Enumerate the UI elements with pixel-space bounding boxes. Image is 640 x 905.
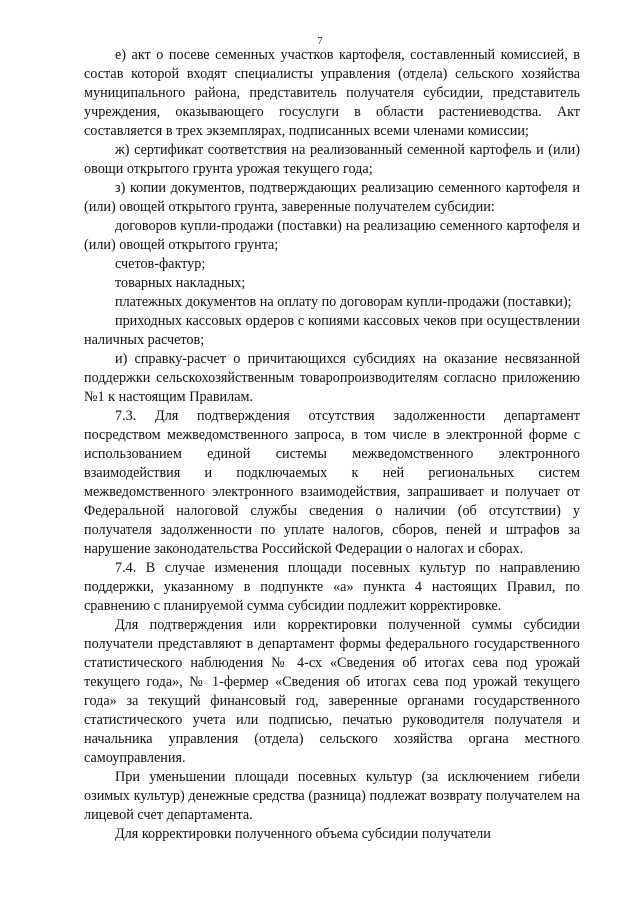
paragraph-7-4-area-change: 7.4. В случае изменения площади посевных культур по направлению поддержки, указанному в подпункте «а» пункта 4 настоящих Правил, по сравнению с планируемой сумма субсидии подлежит корректировке. <box>84 560 580 614</box>
paragraph-z-document-copies: з) копии документов, подтверждающих реализацию семенного картофеля и (или) овощей открытого грунта, заверенные получателем субсидии: <box>84 180 580 215</box>
paragraph-7-3-debt-check: 7.3. Для подтверждения отсутствия задолженности департамент посредством межведомственного запроса, в том числе в электронной форме с использованием единой системы межведомственного электронного взаимодействия и подключаемых к ней региональных систем межведомственного электронного взаимодействия, запрашивает и получает от Федеральной налоговой службы сведения о наличии (об отсутствии) у получателя задолженности по уплате налогов, сборов, пеней и штрафов за нарушение законодательства Российской Федерации о налогах и сборах. <box>84 408 580 557</box>
paragraph-e-sowing-act: е) акт о посеве семенных участков картофеля, составленный комиссией, в состав которой входят специалисты управления (отдела) сельского хозяйства муниципального района, представитель получателя субсидии, представитель учреждения, оказывающего госуслуги в области растениеводства. Акт составляется в трех экземплярах, подписанных всеми членами комиссии; <box>84 47 580 139</box>
paragraph-cash-orders: приходных кассовых ордеров с копиями кассовых чеков при осуществлении наличных расчетов; <box>84 313 580 348</box>
paragraph-invoices: счетов-фактур; <box>115 256 206 272</box>
paragraph-statistical-forms: Для подтверждения или корректировки полученной суммы субсидии получатели представляют в департамент формы федерального государственного статистического наблюдения № 4-сх «Сведения об итогах сева под урожай текущего года», № 1-фермер «Сведения об итогах сева под урожай текущего года» за текущий финансовый год, заверенные органами государственного статистического учета или подписью, печатью руководителя получателя и начальника управления (отдела) сельского хозяйства органа местного самоуправления. <box>84 617 580 766</box>
paragraph-payment-documents: платежных документов на оплату по договорам купли-продажи (поставки); <box>115 294 572 310</box>
paragraph-refund: При уменьшении площади посевных культур (за исключением гибели озимых культур) денежные средства (разница) подлежат возврату получателем на лицевой счет департамента. <box>84 769 580 823</box>
page-number: 7 <box>317 35 323 47</box>
paragraph-i-calculation: и) справку-расчет о причитающихся субсидиях на оказание несвязанной поддержки сельскохозяйственным товаропроизводителям согласно приложению №1 к настоящим Правилам. <box>84 351 580 405</box>
paragraph-waybills: товарных накладных; <box>115 275 246 291</box>
paragraph-zh-certificate: ж) сертификат соответствия на реализованный семенной картофель и (или) овощи открытого грунта урожая текущего года; <box>84 142 580 177</box>
paragraph-correction: Для корректировки полученного объема субсидии получатели <box>115 826 491 842</box>
paragraph-sale-contracts: договоров купли-продажи (поставки) на реализацию семенного картофеля и (или) овощей открытого грунта; <box>84 218 580 253</box>
document-body <box>84 46 580 844</box>
